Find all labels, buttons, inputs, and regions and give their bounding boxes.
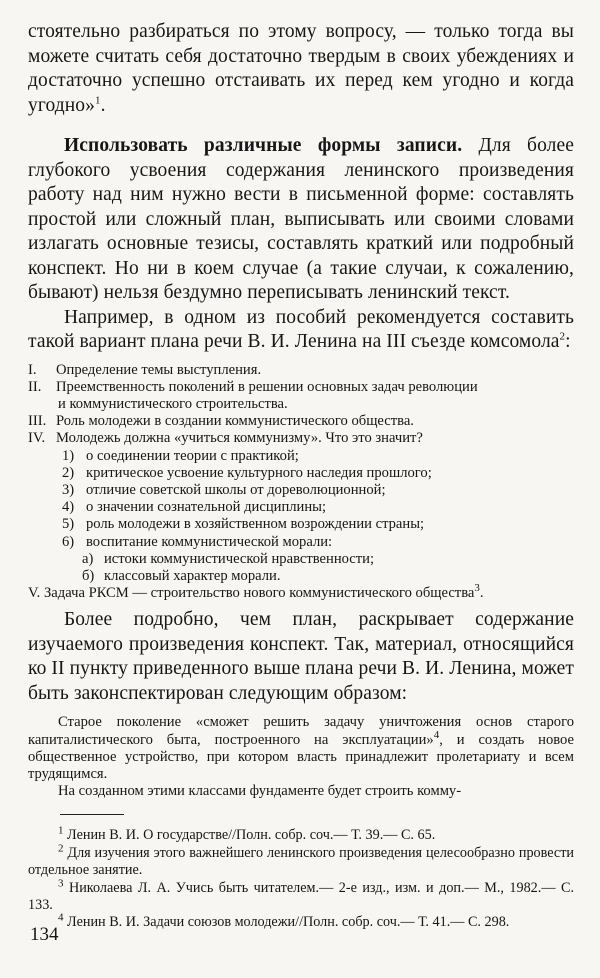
plan-item: V. Задача РКСМ — строительство нового коммунистического общества$^3$.	[28, 582, 484, 602]
page-number: 134	[30, 924, 59, 945]
footnote: $^4$ Ленин В. И. Задачи союзов молодежи//Полн. собр. соч.— Т. 41.— С. 298.	[58, 911, 510, 931]
section-heading: Использовать различные формы записи.	[64, 135, 463, 156]
plan-item: IV. Молодежь должна «учиться коммунизму». Что это значит?	[28, 430, 423, 447]
plan-subitem: 1) о соединении теории с практикой;	[62, 447, 299, 464]
footnote: $^2$ Для изучения этого важнейшего ленинского произведения целесообразно провести отдельное занятие.	[28, 842, 574, 879]
plan-subitem: 3) отличие советской школы от дореволюционной;	[62, 481, 386, 498]
plan-item: III. Роль молодежи в создании коммунистического общества.	[28, 413, 414, 430]
footnote-ref-4: 4	[433, 728, 440, 741]
quote-paragraph: На созданном этими классами фундаменте будет строить комму-	[58, 783, 462, 800]
plan-item: I. Определение темы выступления.	[28, 361, 262, 378]
plan-subsubitem: б) классовый характер морали.	[82, 567, 281, 584]
conspect-paragraph: Более подробно, чем план, раскрывает содержание изучаемого произведения конспект. Так, материал, относящийся ко II пункту приведенного выше плана речи В. И. Ленина, может быть законспектирован следующим образом:	[28, 609, 574, 704]
footnote: $^1$ Ленин В. И. О государстве//Полн. собр. соч.— Т. 39.— С. 65.	[58, 824, 436, 844]
quote-paragraph: Старое поколение «сможет решить задачу уничтожения основ старого капиталистического быта, построенного на эксплуатации»$^4$, и создать новое общественное устройство, при котором власть принадлежит пролетариату и всем трудящимся.	[28, 714, 574, 782]
plan-item-continuation: и коммунистического строительства.	[58, 395, 288, 412]
footnotes	[28, 824, 574, 931]
plan-subitem: 6) воспитание коммунистической морали:	[62, 533, 333, 550]
footnote-ref-3: 3	[474, 582, 480, 595]
plan-subitem: 5) роль молодежи в хозяйственном возрождении страны;	[62, 516, 425, 533]
example-paragraph: Например, в одном из пособий рекомендуется составить такой вариант плана речи В. И. Ленина на III съезде комсомола$^2$:	[28, 306, 574, 352]
footnote-divider	[60, 814, 124, 815]
forms-section-paragraph	[28, 134, 574, 306]
conspect-example	[28, 714, 574, 800]
plan-subitem: 2) критическое усвоение культурного наследия прошлого;	[62, 464, 432, 481]
footnote: $^3$ Николаева Л. А. Учись быть читателем.— 2-е изд., изм. и доп.— М., 1982.— С. 133.	[28, 876, 574, 913]
speech-plan	[28, 362, 574, 603]
top-paragraph: стоятельно разбираться по этому вопросу, — только тогда вы можете считать себя достаточно твердым в своих убеждениях и достаточно успешно отстаивать их перед кем угодно и когда угодно»$^1$.	[28, 21, 574, 116]
plan-item: II. Преемственность поколений в решении основных задач революции	[28, 378, 478, 395]
footnote-ref-1: 1	[95, 94, 101, 106]
plan-subsubitem: а) истоки коммунистической нравственности;	[82, 550, 375, 567]
footnote-ref-2: 2	[559, 330, 566, 343]
section-text: Для более глубокого усвоения содержания ленинского произведения работу над ним нужно вести в письменной форме: составлять простой или сложный план, выписывать или своими словами излагать основные тезисы, составлять краткий или подробный конспект. Но ни в коем случае (а такие случаи, к сожалению, бывают) нельзя бездумно переписывать ленинский текст.	[28, 135, 575, 303]
plan-subitem: 4) о значении сознательной дисциплины;	[62, 499, 327, 516]
